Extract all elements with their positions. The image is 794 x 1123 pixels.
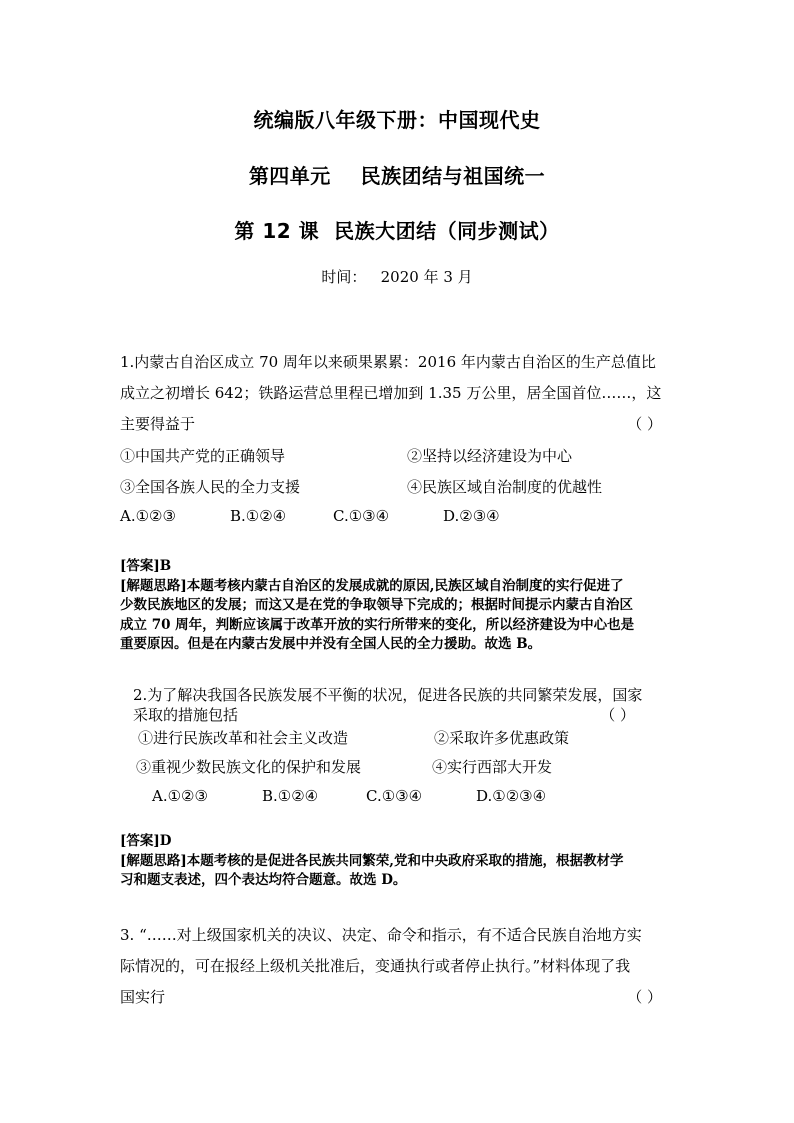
question-3: [120, 920, 680, 1013]
question-2-line-text: 采取的措施包括: [133, 706, 239, 724]
choice-d: D.①②③④: [476, 787, 547, 805]
unit-title: 第四单元 民族团结与祖国统一: [248, 164, 546, 188]
question-1-line: 1.内蒙古自治区成立 70 周年以来硕果累累：2016 年内蒙古自治区的生产总值比: [120, 353, 656, 371]
question-3-line: 3. “……对上级国家机关的决议、决定、命令和指示，有不适合民族自治地方实: [120, 926, 642, 944]
choice-a: A.①②③: [120, 507, 176, 525]
choice-b: B.①②④: [230, 507, 287, 525]
question-2: [133, 685, 653, 725]
option-item: ④民族区域自治制度的优越性: [407, 478, 603, 496]
option-item: ④实行西部大开发: [432, 758, 553, 776]
explanation-line: 少数民族地区的发展；而这又是在党的争取领导下完成的；根据时间提示内蒙古自治区: [120, 597, 633, 613]
question-2-choices: [152, 787, 672, 809]
answer-blank: （ ）: [627, 988, 662, 1006]
question-3-line-text: 国实行: [120, 988, 166, 1006]
answer-label: [答案]B: [120, 558, 172, 574]
option-item: ②采取许多优惠政策: [434, 729, 570, 747]
question-1-items-row-1: [120, 445, 680, 467]
question-1-line: 成立之初增长 642；铁路运营总里程已增加到 1.35 万公里，居全国首位……，这: [120, 384, 662, 402]
question-3-line: 际情况的，可在报经上级机关批准后，变通执行或者停止执行。”材料体现了我: [120, 957, 631, 975]
option-item: ③全国各族人民的全力支援: [120, 478, 301, 496]
option-item: ②坚持以经济建设为中心: [407, 447, 573, 465]
answer-1: [120, 557, 680, 655]
option-item: ①中国共产党的正确领导: [120, 447, 286, 465]
explanation-line: 习和题支表述，四个表达均符合题意。故选 D。: [120, 872, 407, 888]
option-item: ①进行民族改革和社会主义改造: [138, 729, 349, 747]
question-3-line: [120, 982, 680, 1013]
question-2-line: [133, 705, 653, 725]
answer-blank: （ ）: [627, 415, 662, 433]
question-1-line: [120, 409, 680, 440]
question-1: [120, 347, 680, 440]
question-1-items-row-2: [120, 476, 680, 498]
question-2-line: 2.为了解决我国各民族发展不平衡的状况，促进各民族的共同繁荣发展，国家: [133, 686, 643, 704]
choice-b: B.①②④: [262, 787, 319, 805]
explanation-line: 成立 70 周年，判断应该属于改革开放的实行所带来的变化，所以经济建设为中心也是: [120, 616, 635, 633]
explanation-line: 重要原因。但是在内蒙古发展中并没有全国人民的全力援助。故选 B。: [120, 636, 542, 652]
question-1-choices: [120, 507, 680, 529]
question-2-items-row-2: [136, 756, 656, 778]
choice-d: D.②③④: [443, 507, 500, 525]
question-1-line-text: 主要得益于: [120, 415, 196, 433]
answer-label: [答案]D: [120, 833, 172, 849]
document-title: 统编版八年级下册：中国现代史: [253, 108, 541, 132]
choice-c: C.①③④: [333, 507, 390, 525]
option-item: ③重视少数民族文化的保护和发展: [136, 758, 362, 776]
choice-a: A.①②③: [152, 787, 208, 805]
date-line: 时间： 2020 年 3 月: [321, 268, 473, 286]
explanation-line: [解题思路]本题考核的是促进各民族共同繁荣,党和中央政府采取的措施，根据教材学: [120, 852, 624, 869]
explanation-line: [解题思路]本题考核内蒙古自治区的发展成就的原因,民族区域自治制度的实行促进了: [120, 577, 624, 594]
answer-blank: （ ）: [600, 706, 635, 724]
question-2-items-row-1: [138, 727, 658, 749]
choice-c: C.①③④: [366, 787, 423, 805]
answer-2: [120, 832, 680, 891]
lesson-title: 第 12 课 民族大团结（同步测试）: [234, 219, 560, 243]
